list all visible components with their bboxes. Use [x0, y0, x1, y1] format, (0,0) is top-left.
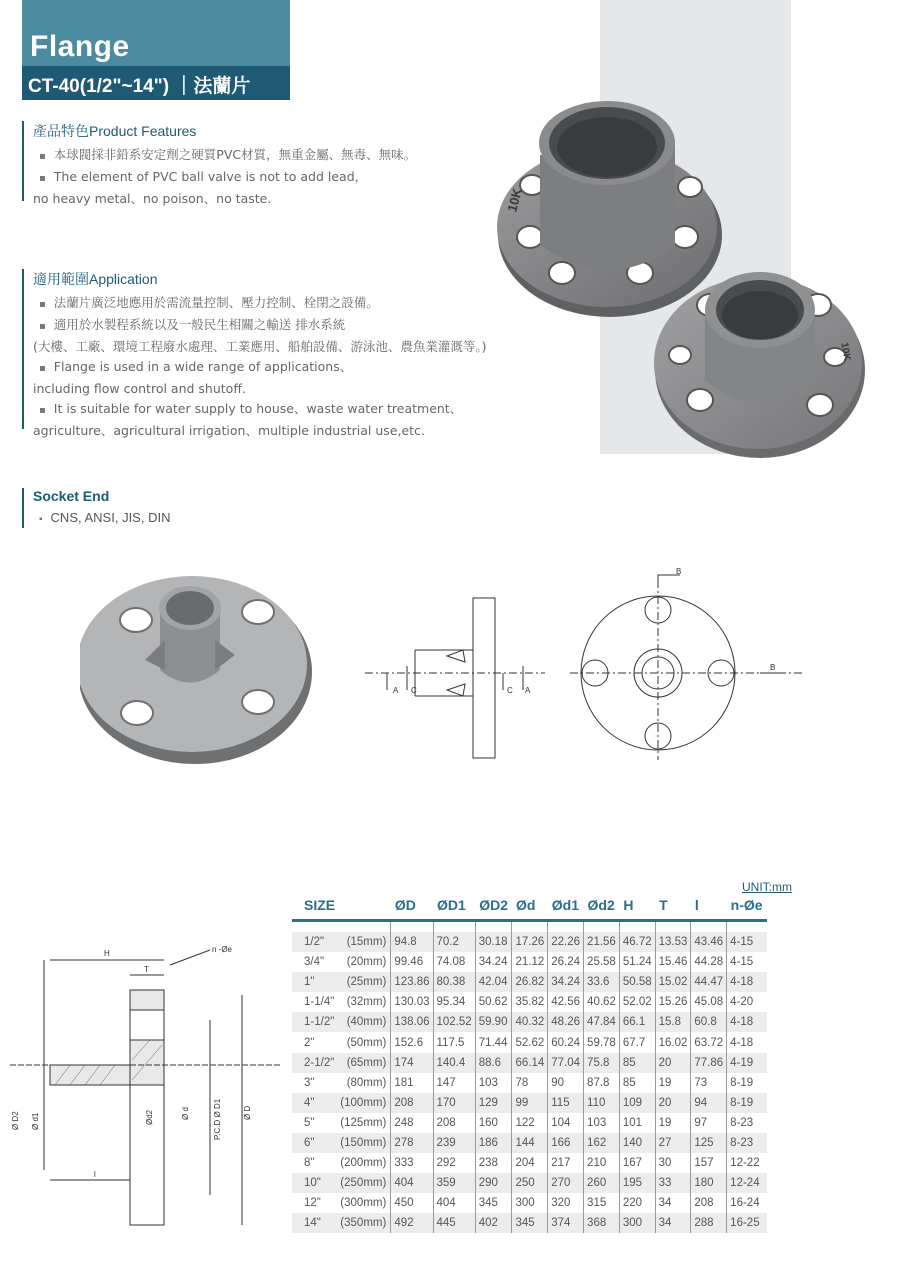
table-cell: 88.6	[475, 1053, 512, 1073]
table-cell: 94	[691, 1093, 727, 1113]
table-cell: 8-23	[727, 1113, 767, 1133]
table-cell: 4-18	[727, 1012, 767, 1032]
table-cell: 238	[475, 1153, 512, 1173]
table-cell: (65mm)	[337, 1053, 391, 1073]
flange-photo-small	[650, 265, 890, 465]
table-cell: (200mm)	[340, 1157, 387, 1170]
table-cell: 85	[619, 1053, 655, 1073]
table-cell: 300	[619, 1213, 655, 1233]
table-cell: 300	[512, 1193, 548, 1213]
table-cell: 97	[691, 1113, 727, 1133]
features-line: ▪ 本球閥採非鉛系安定劑之硬質PVC材質，無重金屬、無毒、無味。	[33, 145, 416, 167]
table-cell: 110	[584, 1093, 620, 1113]
application-line: including flow control and shutoff.	[33, 381, 246, 396]
table-row	[292, 952, 767, 972]
table-cell: 17.26	[512, 932, 548, 952]
table-cell: 6"	[292, 1133, 337, 1153]
table-cell: 166	[548, 1133, 584, 1153]
table-cell: 4-19	[727, 1053, 767, 1073]
table-cell: 450	[391, 1193, 433, 1213]
application-line: ▪ 適用於水製程系統以及一般民生相關之輸送 排水系統	[33, 315, 487, 337]
table-cell: 94.8	[391, 932, 433, 952]
table-cell: 25.58	[584, 952, 620, 972]
spacer-cell	[655, 920, 691, 932]
features-line: ▪ The element of PVC ball valve is not to add lead，	[33, 167, 416, 189]
dim-h: H	[104, 949, 110, 958]
table-cell: 63.72	[691, 1032, 727, 1052]
application-section	[22, 269, 487, 438]
table-cell: (50mm)	[346, 1036, 387, 1049]
table-row	[292, 932, 767, 952]
table-cell: 16-25	[727, 1213, 767, 1233]
label-b-right: B	[770, 663, 776, 672]
table-cell: 51.24	[619, 952, 655, 972]
table-cell: 42.04	[475, 972, 512, 992]
rating-mark-large: 10K	[504, 186, 526, 214]
table-cell: 270	[548, 1173, 584, 1193]
table-cell: 22.26	[548, 932, 584, 952]
features-heading-en: Product Features	[89, 123, 197, 139]
table-cell: 122	[512, 1113, 548, 1133]
table-cell: 333	[391, 1153, 433, 1173]
table-cell: 77.86	[691, 1053, 727, 1073]
col-od: Ød	[512, 892, 548, 920]
table-cell: 66.14	[512, 1053, 548, 1073]
table-cell: 15.02	[655, 972, 691, 992]
table-cell: 359	[433, 1173, 475, 1193]
table-cell: 102.52	[433, 1012, 475, 1032]
label-b-top: B	[676, 567, 682, 576]
dim-n-oe: n -Øe	[212, 945, 233, 954]
spacer-cell	[391, 920, 433, 932]
table-cell: 147	[433, 1073, 475, 1093]
table-cell: (15mm)	[337, 932, 391, 952]
dim-oD: Ø D	[243, 1105, 252, 1120]
table-cell: (32mm)	[346, 996, 387, 1009]
table-cell: 15.46	[655, 952, 691, 972]
table-cell: 109	[619, 1093, 655, 1113]
table-cell: 117.5	[433, 1032, 475, 1052]
table-cell: 170	[433, 1093, 475, 1113]
table-cell: 4-18	[727, 1032, 767, 1052]
table-cell: (150mm)	[337, 1133, 391, 1153]
table-cell: 26.24	[548, 952, 584, 972]
table-cell: 123.86	[391, 972, 433, 992]
section-drawing	[10, 940, 280, 1240]
table-cell: (40mm)	[337, 1012, 391, 1032]
table-cell: 8-19	[727, 1093, 767, 1113]
table-cell: 12-24	[727, 1173, 767, 1193]
label-c-right: C	[507, 686, 513, 695]
col-oD1: ØD1	[433, 892, 475, 920]
spacer-cell	[619, 920, 655, 932]
socket-end-section	[22, 488, 170, 528]
table-cell: 21.56	[584, 932, 620, 952]
table-cell: 138.06	[391, 1012, 433, 1032]
spacer-cell	[727, 920, 767, 932]
table-cell: 44.47	[691, 972, 727, 992]
table-row	[292, 1193, 767, 1213]
table-cell: 103	[475, 1073, 512, 1093]
table-cell: 157	[691, 1153, 727, 1173]
table-cell: 320	[548, 1193, 584, 1213]
table-cell: 70.2	[433, 932, 475, 952]
table-cell: 144	[512, 1133, 548, 1153]
table-cell: (125mm)	[340, 1116, 387, 1129]
table-cell: 26.82	[512, 972, 548, 992]
table-cell: 85	[619, 1073, 655, 1093]
table-cell: 4-18	[727, 972, 767, 992]
col-h: H	[619, 892, 655, 920]
table-cell: 87.8	[584, 1073, 620, 1093]
table-cell: 50.58	[619, 972, 655, 992]
table-cell: 260	[584, 1173, 620, 1193]
table-cell: 129	[475, 1093, 512, 1113]
dim-pcd: P.C.D Ø D1	[213, 1098, 222, 1140]
label-a-left: A	[393, 686, 399, 695]
table-cell: 445	[433, 1213, 475, 1233]
table-cell: (350mm)	[337, 1213, 391, 1233]
table-row	[292, 1113, 767, 1133]
table-cell: 239	[433, 1133, 475, 1153]
table-cell: 162	[584, 1133, 620, 1153]
col-n-oe: n-Øe	[727, 892, 767, 920]
spacer-cell	[292, 920, 337, 932]
spacer-cell	[512, 920, 548, 932]
spacer-cell	[433, 920, 475, 932]
table-cell: 115	[548, 1093, 584, 1113]
features-heading	[33, 121, 416, 141]
title-block	[22, 0, 290, 100]
col-l: l	[691, 892, 727, 920]
dim-od2: Ø D2	[11, 1111, 20, 1130]
table-cell: 368	[584, 1213, 620, 1233]
table-row	[292, 1213, 767, 1233]
table-cell: 220	[619, 1193, 655, 1213]
col-od1: Ød1	[548, 892, 584, 920]
table-cell: 19	[655, 1073, 691, 1093]
flange-render-3d	[80, 570, 320, 770]
application-line: ▪ It is suitable for water supply to house、waste water treatment、	[33, 399, 487, 421]
table-cell: 290	[475, 1173, 512, 1193]
col-od2: Ød2	[584, 892, 620, 920]
table-cell: 208	[691, 1193, 727, 1213]
table-cell: 345	[512, 1213, 548, 1233]
socket-standards: ▪ CNS, ANSI, JIS, DIN	[33, 508, 170, 530]
spacer-cell	[337, 920, 391, 932]
page-subtitle: CT-40(1/2"~14") ｜法蘭片	[28, 76, 251, 97]
application-line: agriculture、agricultural irrigation、multiple industrial use,etc.	[33, 423, 425, 438]
table-cell: 8-23	[727, 1133, 767, 1153]
table-cell: 48.26	[548, 1012, 584, 1032]
table-cell: 160	[475, 1113, 512, 1133]
table-cell: 45.08	[691, 992, 727, 1012]
table-row	[292, 1032, 767, 1052]
table-cell: 1/2"	[292, 932, 337, 952]
table-cell: 99	[512, 1093, 548, 1113]
table-cell: 217	[548, 1153, 584, 1173]
col-oD2: ØD2	[475, 892, 512, 920]
table-spacer-row	[292, 920, 767, 932]
table-cell: 278	[391, 1133, 433, 1153]
table-cell: 34	[655, 1213, 691, 1233]
table-cell: 288	[691, 1213, 727, 1233]
table-cell: 42.56	[548, 992, 584, 1012]
table-cell: 140	[619, 1133, 655, 1153]
table-cell: 167	[619, 1153, 655, 1173]
table-cell: 78	[512, 1073, 548, 1093]
table-cell: 95.34	[433, 992, 475, 1012]
table-cell: 4-15	[727, 952, 767, 972]
table-cell: 21.12	[512, 952, 548, 972]
table-cell: 75.8	[584, 1053, 620, 1073]
table-cell: 35.82	[512, 992, 548, 1012]
table-cell: 130.03	[391, 992, 433, 1012]
table-cell: 73	[691, 1073, 727, 1093]
table-cell: 125	[691, 1133, 727, 1153]
table-cell: 14"	[292, 1213, 337, 1233]
table-cell: 15.8	[655, 1012, 691, 1032]
table-cell: 34.24	[475, 952, 512, 972]
table-cell: 90	[548, 1073, 584, 1093]
front-view-drawing	[570, 560, 810, 770]
dim-t: T	[144, 965, 149, 974]
table-cell: 74.08	[433, 952, 475, 972]
table-cell: 492	[391, 1213, 433, 1233]
table-cell: 67.7	[619, 1032, 655, 1052]
table-cell: 12"	[304, 1197, 321, 1210]
dim-od: Ø d	[181, 1107, 190, 1120]
dim-l: l	[94, 1170, 96, 1179]
table-cell: 16-24	[727, 1193, 767, 1213]
rating-mark-small: 10K	[838, 341, 853, 362]
table-cell: 404	[391, 1173, 433, 1193]
table-cell: 374	[548, 1213, 584, 1233]
table-cell: 33	[655, 1173, 691, 1193]
label-a-right: A	[525, 686, 531, 695]
table-row	[292, 1012, 767, 1032]
table-cell: 27	[655, 1133, 691, 1153]
table-cell: 180	[691, 1173, 727, 1193]
table-cell: 4-15	[727, 932, 767, 952]
table-cell: 10"	[292, 1173, 337, 1193]
table-cell: 33.6	[584, 972, 620, 992]
table-cell: 99.46	[391, 952, 433, 972]
application-heading	[33, 269, 487, 289]
spacer-cell	[584, 920, 620, 932]
table-cell: 3"	[304, 1076, 315, 1089]
table-cell: 1"	[292, 972, 337, 992]
table-cell: 208	[433, 1113, 475, 1133]
page-title: Flange	[30, 30, 130, 63]
table-cell: 20	[655, 1053, 691, 1073]
table-cell: 101	[619, 1113, 655, 1133]
table-row	[292, 1173, 767, 1193]
table-cell: 4-20	[727, 992, 767, 1012]
table-cell: 210	[584, 1153, 620, 1173]
col-oD: ØD	[391, 892, 433, 920]
table-cell: (25mm)	[337, 972, 391, 992]
table-cell: 60.8	[691, 1012, 727, 1032]
spec-table	[292, 892, 767, 1233]
table-header-row	[292, 892, 767, 920]
application-line: ▪ Flange is used in a wide range of applications、	[33, 357, 487, 379]
table-cell: 34	[655, 1193, 691, 1213]
table-cell: 50.62	[475, 992, 512, 1012]
table-cell: 20	[655, 1093, 691, 1113]
table-row	[292, 1153, 767, 1173]
spacer-cell	[691, 920, 727, 932]
table-cell: 59.78	[584, 1032, 620, 1052]
table-cell: 30.18	[475, 932, 512, 952]
table-cell: 8"	[304, 1157, 315, 1170]
table-cell: (20mm)	[346, 956, 387, 969]
col-size: SIZE	[292, 892, 391, 920]
table-cell: 59.90	[475, 1012, 512, 1032]
table-cell: (300mm)	[340, 1197, 387, 1210]
table-cell: 1-1/4"	[304, 996, 335, 1009]
table-cell: 80.38	[433, 972, 475, 992]
application-line: (大樓、工廠、環境工程廢水處理、工業應用、船舶設備、游泳池、農魚業灌溉等。)	[33, 339, 487, 354]
table-cell: 71.44	[475, 1032, 512, 1052]
table-cell: 195	[619, 1173, 655, 1193]
table-cell: 1-1/2"	[292, 1012, 337, 1032]
table-cell: 5"	[304, 1116, 315, 1129]
table-cell: 152.6	[391, 1032, 433, 1052]
table-cell: 292	[433, 1153, 475, 1173]
table-cell: 15.26	[655, 992, 691, 1012]
table-cell: 103	[584, 1113, 620, 1133]
table-cell: 46.72	[619, 932, 655, 952]
table-cell: 4"	[292, 1093, 337, 1113]
application-line: ▪ 法蘭片廣泛地應用於需流量控制、壓力控制、栓閉之設備。	[33, 293, 487, 315]
col-t: T	[655, 892, 691, 920]
table-cell: 40.62	[584, 992, 620, 1012]
table-cell: 204	[512, 1153, 548, 1173]
table-cell: 250	[512, 1173, 548, 1193]
table-row	[292, 1053, 767, 1073]
spacer-cell	[548, 920, 584, 932]
table-row	[292, 1133, 767, 1153]
table-cell: 404	[433, 1193, 475, 1213]
features-line: no heavy metal、no poison、no taste.	[33, 191, 272, 206]
table-cell: 34.24	[548, 972, 584, 992]
table-cell: 12-22	[727, 1153, 767, 1173]
table-cell: 47.84	[584, 1012, 620, 1032]
spec-table-body	[292, 920, 767, 1233]
table-cell: 174	[391, 1053, 433, 1073]
table-cell: 2"	[304, 1036, 315, 1049]
table-cell: 43.46	[691, 932, 727, 952]
table-cell: 181	[391, 1073, 433, 1093]
spacer-cell	[475, 920, 512, 932]
unit-label: UNIT:mm	[742, 880, 792, 894]
table-cell: 19	[655, 1113, 691, 1133]
table-cell: 44.28	[691, 952, 727, 972]
side-view-drawing	[365, 560, 545, 770]
socket-heading: Socket End	[33, 488, 110, 504]
dim-od2-small: Ød2	[145, 1109, 154, 1125]
table-cell: 3/4"	[304, 956, 325, 969]
table-cell: 52.62	[512, 1032, 548, 1052]
table-cell: (80mm)	[346, 1076, 387, 1089]
table-row	[292, 992, 767, 1012]
table-cell: 140.4	[433, 1053, 475, 1073]
table-row	[292, 972, 767, 992]
table-cell: 248	[391, 1113, 433, 1133]
table-cell: 52.02	[619, 992, 655, 1012]
dim-od1: Ø d1	[31, 1112, 40, 1130]
table-cell: 345	[475, 1193, 512, 1213]
table-cell: 186	[475, 1133, 512, 1153]
product-features-section	[22, 121, 417, 206]
table-cell: 60.24	[548, 1032, 584, 1052]
features-heading-zh: 產品特色	[33, 123, 89, 139]
table-cell: 104	[548, 1113, 584, 1133]
table-cell: 16.02	[655, 1032, 691, 1052]
label-c-left: C	[411, 686, 417, 695]
table-cell: 8-19	[727, 1073, 767, 1093]
table-cell: 315	[584, 1193, 620, 1213]
table-cell: 77.04	[548, 1053, 584, 1073]
table-cell: 30	[655, 1153, 691, 1173]
table-row	[292, 1073, 767, 1093]
table-cell: 402	[475, 1213, 512, 1233]
table-cell: 66.1	[619, 1012, 655, 1032]
application-heading-zh: 適用範圍	[33, 271, 89, 287]
table-cell: 208	[391, 1093, 433, 1113]
table-cell: (100mm)	[337, 1093, 391, 1113]
table-cell: 40.32	[512, 1012, 548, 1032]
table-cell: 13.53	[655, 932, 691, 952]
table-cell: (250mm)	[337, 1173, 391, 1193]
table-cell: 2-1/2"	[292, 1053, 337, 1073]
application-heading-en: Application	[89, 271, 158, 287]
table-row	[292, 1093, 767, 1113]
